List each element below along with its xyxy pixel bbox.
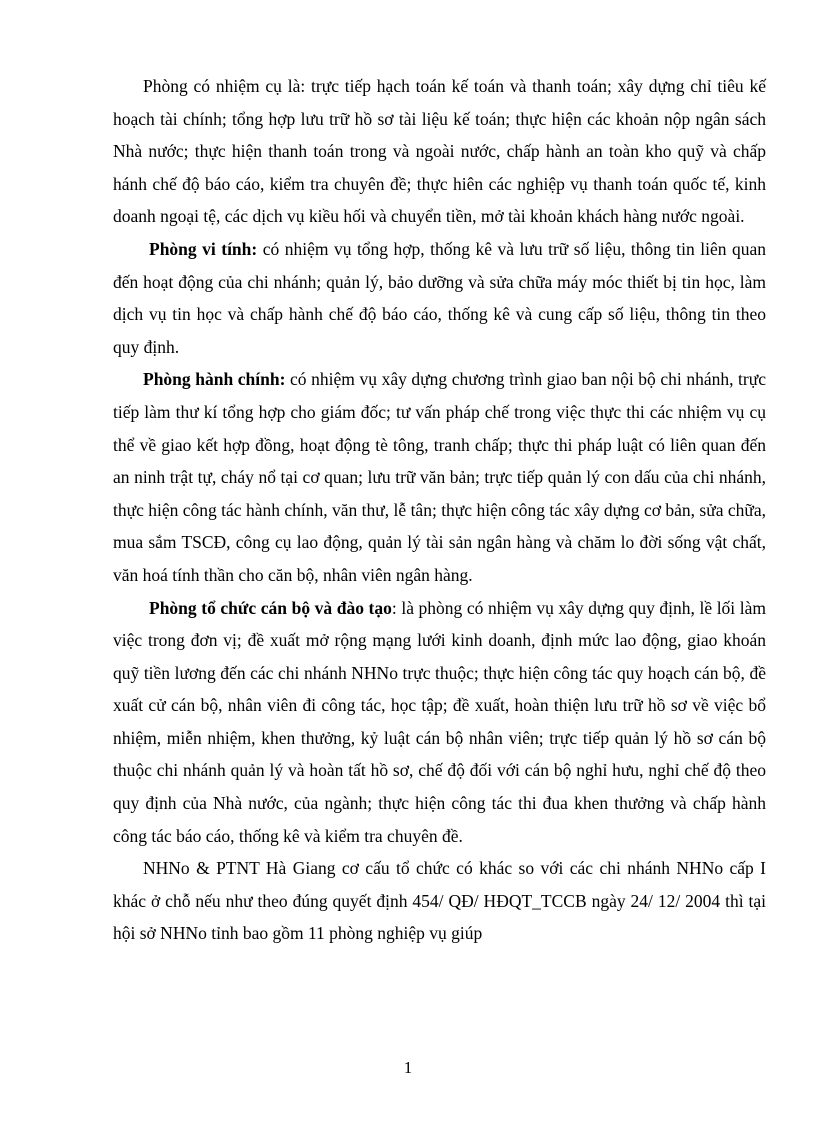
page-number: 1 <box>403 1058 413 1077</box>
paragraph-text: : là phòng có nhiệm vụ xây dựng quy định, lề lối làm việc trong đơn vị; đề xuất mở rộng mạng lưới kinh doanh, định mức lao động, giao khoán quỹ tiền lương đến các chi nhánh NHNo trực thuộc; thực hiện công tác quy hoạch cán bộ, đề xuất cử cán bộ, nhân viên đi công tác, học tập; đề xuất, hoàn thiện lưu trữ hồ sơ về việc bổ nhiệm, miễn nhiệm, khen thưởng, kỷ luật cán bộ nhân viên; trực tiếp quản lý hồ sơ cán bộ thuộc chi nhánh quản lý và hoàn tất hồ sơ, chế độ đối với cán bộ nghỉ hưu, nghỉ chế độ theo quy định của Nhà nước, của ngành; thực hiện công tác thi đua khen thưởng và chấp hành công tác báo cáo, thống kê và kiểm tra chuyên đề. <box>113 597 766 846</box>
paragraph-lead: Phòng hành chính: <box>143 369 286 390</box>
paragraph-lead: Phòng tổ chức cán bộ và đào tạo <box>149 597 392 618</box>
paragraph-admin-department <box>113 363 766 591</box>
paragraph-text: có nhiệm vụ xây dựng chương trình giao ban nội bộ chi nhánh, trực tiếp làm thư kí tổng hợp cho giám đốc; tư vấn pháp chế trong việc thực thi các nhiệm vụ cụ thể về giao kết hợp đồng, hoạt động tè tông, tranh chấp; thực thi pháp luật có liên quan đến an ninh trật tự, cháy nổ tại cơ quan; lưu trữ văn bản; trực tiếp quản lý con dấu của chi nhánh, thực hiện công tác hành chính, văn thư, lễ tân; thực hiện công tác xây dựng cơ bản, sửa chữa, mua sắm TSCĐ, công cụ lao động, quản lý tài sản ngân hàng và chăm lo đời sống vật chất, văn hoá tính thần cho căn bộ, nhân viên ngân hàng. <box>113 369 767 585</box>
document-body <box>113 70 766 950</box>
paragraph-text: có nhiệm vụ tổng hợp, thống kê và lưu trữ số liệu, thông tin liên quan đến hoạt động của chi nhánh; quản lý, bảo dưỡng và sửa chữa máy móc thiết bị tin học, làm dịch vụ tin học và chấp hành chế độ báo cáo, thống kê và cung cấp số liệu, thông tin theo quy định. <box>113 238 766 357</box>
paragraph-text: Phòng có nhiệm cụ là: trực tiếp hạch toán kế toán và thanh toán; xây dựng chỉ tiêu kế hoạch tài chính; tổng hợp lưu trữ hồ sơ tài liệu kế toán; thực hiện các khoản nộp ngân sách Nhà nước; thực hiện thanh toán trong và ngoài nước, chấp hành an toàn kho quỹ và chấp hánh chế độ báo cáo, kiểm tra chuyên đề; thực hiên các nghiệp vụ thanh toán quốc tế, kinh doanh ngoại tệ, các dịch vụ kiều hối và chuyển tiền, mở tài khoản khách hàng nước ngoài. <box>113 76 766 227</box>
paragraph-it-department <box>113 233 766 363</box>
paragraph-text: NHNo & PTNT Hà Giang cơ cấu tổ chức có khác so với các chi nhánh NHNo cấp I khác ở chỗ nếu như theo đúng quyết định 454/ QĐ/ HĐQT_TCCB ngày 24/ 12/ 2004 thì tại hội sở NHNo tỉnh bao gồm 11 phòng nghiệp vụ giúp <box>113 858 766 944</box>
paragraph-hr-department <box>113 592 766 853</box>
paragraph-accounting-duties <box>113 70 766 233</box>
paragraph-lead: Phòng vi tính: <box>149 238 258 259</box>
paragraph-organization-structure <box>113 852 766 950</box>
